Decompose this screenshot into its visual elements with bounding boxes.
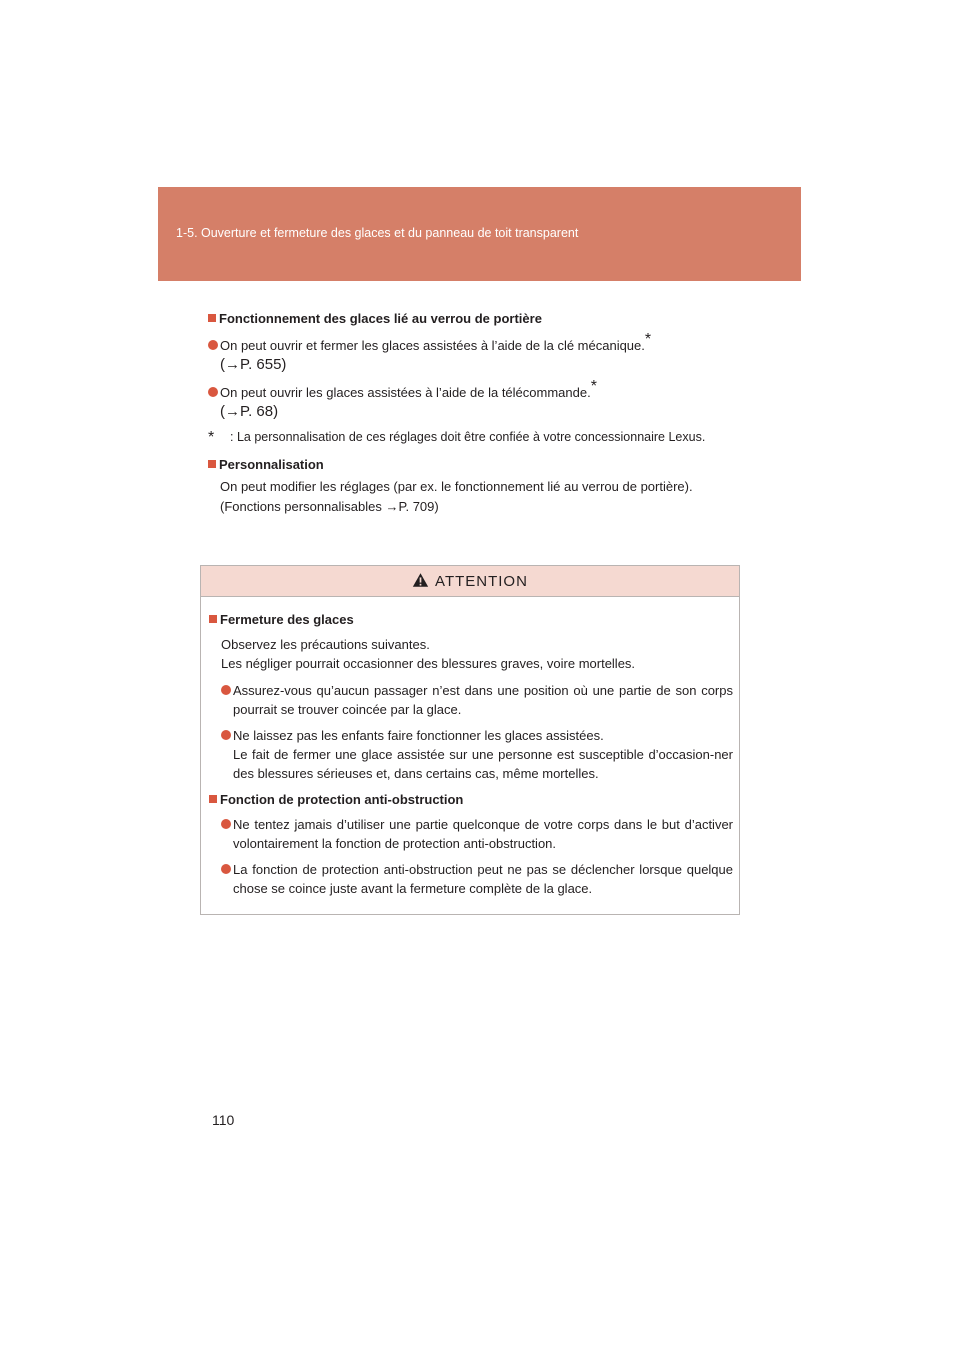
list-item-text: On peut ouvrir les glaces assistées à l’aide de la télécommande. (220, 385, 591, 400)
list-item-text: Assurez-vous qu’aucun passager n’est dans une position où une partie de son corps pourrait se trouver coincée par la glace. (233, 683, 733, 717)
personnalisation-line-1: On peut modifier les réglages (par ex. le fonctionnement lié au verrou de portière). (220, 479, 693, 494)
attention-title: ATTENTION (435, 572, 528, 590)
round-bullet-icon (221, 864, 231, 874)
list-item-text: On peut ouvrir et fermer les glaces assistées à l’aide de la clé mécanique. (220, 338, 645, 353)
attention-box (200, 565, 740, 915)
attention-body (201, 597, 739, 898)
round-bullet-icon (221, 685, 231, 695)
footnote-marker: * (590, 378, 597, 395)
chapter-header (158, 187, 801, 281)
list-item-text: Ne laissez pas les enfants faire fonctionner les glaces assistées. (233, 728, 604, 743)
section-heading-text: Fonctionnement des glaces lié au verrou de portière (219, 310, 542, 326)
section-heading-personnalisation (208, 453, 738, 475)
attention-intro: Observez les précautions suivantes. (221, 637, 430, 652)
attention-heading-anti-obstruction (209, 789, 733, 809)
footnote-text: : La personnalisation de ces réglages doit être confiée à votre concessionnaire Lexus. (230, 430, 706, 444)
round-bullet-icon (208, 387, 218, 397)
page-reference: (→P. 655) (220, 356, 287, 373)
attention-heading-closing (209, 609, 733, 629)
list-item-text: Ne tentez jamais d’utiliser une partie quelconque de votre corps dans le but d’activer volontairement la fonction de protection anti-obstruction. (233, 817, 733, 851)
main-content (208, 307, 738, 517)
square-bullet-icon (208, 314, 216, 322)
footnote-marker: * (644, 331, 652, 348)
section-heading-door-lock (208, 307, 738, 329)
list-item (209, 681, 733, 719)
square-bullet-icon (209, 615, 217, 623)
list-item (209, 726, 733, 783)
chapter-title: 1-5. Ouverture et fermeture des glaces et du panneau de toit transparent (176, 226, 579, 240)
attention-intro: Les négliger pourrait occasionner des blessures graves, voire mortelles. (221, 656, 636, 671)
personnalisation-line-2: (Fonctions personnalisables →P. 709) (220, 499, 439, 514)
round-bullet-icon (208, 340, 218, 350)
footnote (208, 428, 738, 447)
section-heading-text: Personnalisation (219, 456, 324, 472)
round-bullet-icon (221, 730, 231, 740)
section-heading-text: Fonction de protection anti-obstruction (220, 791, 464, 807)
list-item (208, 378, 738, 422)
footnote-star: * (208, 429, 215, 446)
square-bullet-icon (208, 460, 216, 468)
list-item (208, 331, 738, 375)
list-item-text: La fonction de protection anti-obstruction peut ne pas se déclencher lorsque quelque chose se coince juste avant la fermeture complète de la glace. (233, 862, 733, 896)
section-heading-text: Fermeture des glaces (220, 611, 354, 627)
warning-triangle-icon (412, 572, 429, 588)
square-bullet-icon (209, 795, 217, 803)
round-bullet-icon (221, 819, 231, 829)
page-reference: (→P. 68) (220, 403, 279, 420)
list-item-text: Le fait de fermer une glace assistée sur une personne est susceptible d’occasion-ner des blessures sérieuses et, dans certains cas, même mortelles. (233, 747, 733, 781)
page-number: 110 (212, 1112, 235, 1128)
list-item (209, 860, 733, 898)
attention-header (201, 566, 739, 597)
list-item (209, 815, 733, 853)
